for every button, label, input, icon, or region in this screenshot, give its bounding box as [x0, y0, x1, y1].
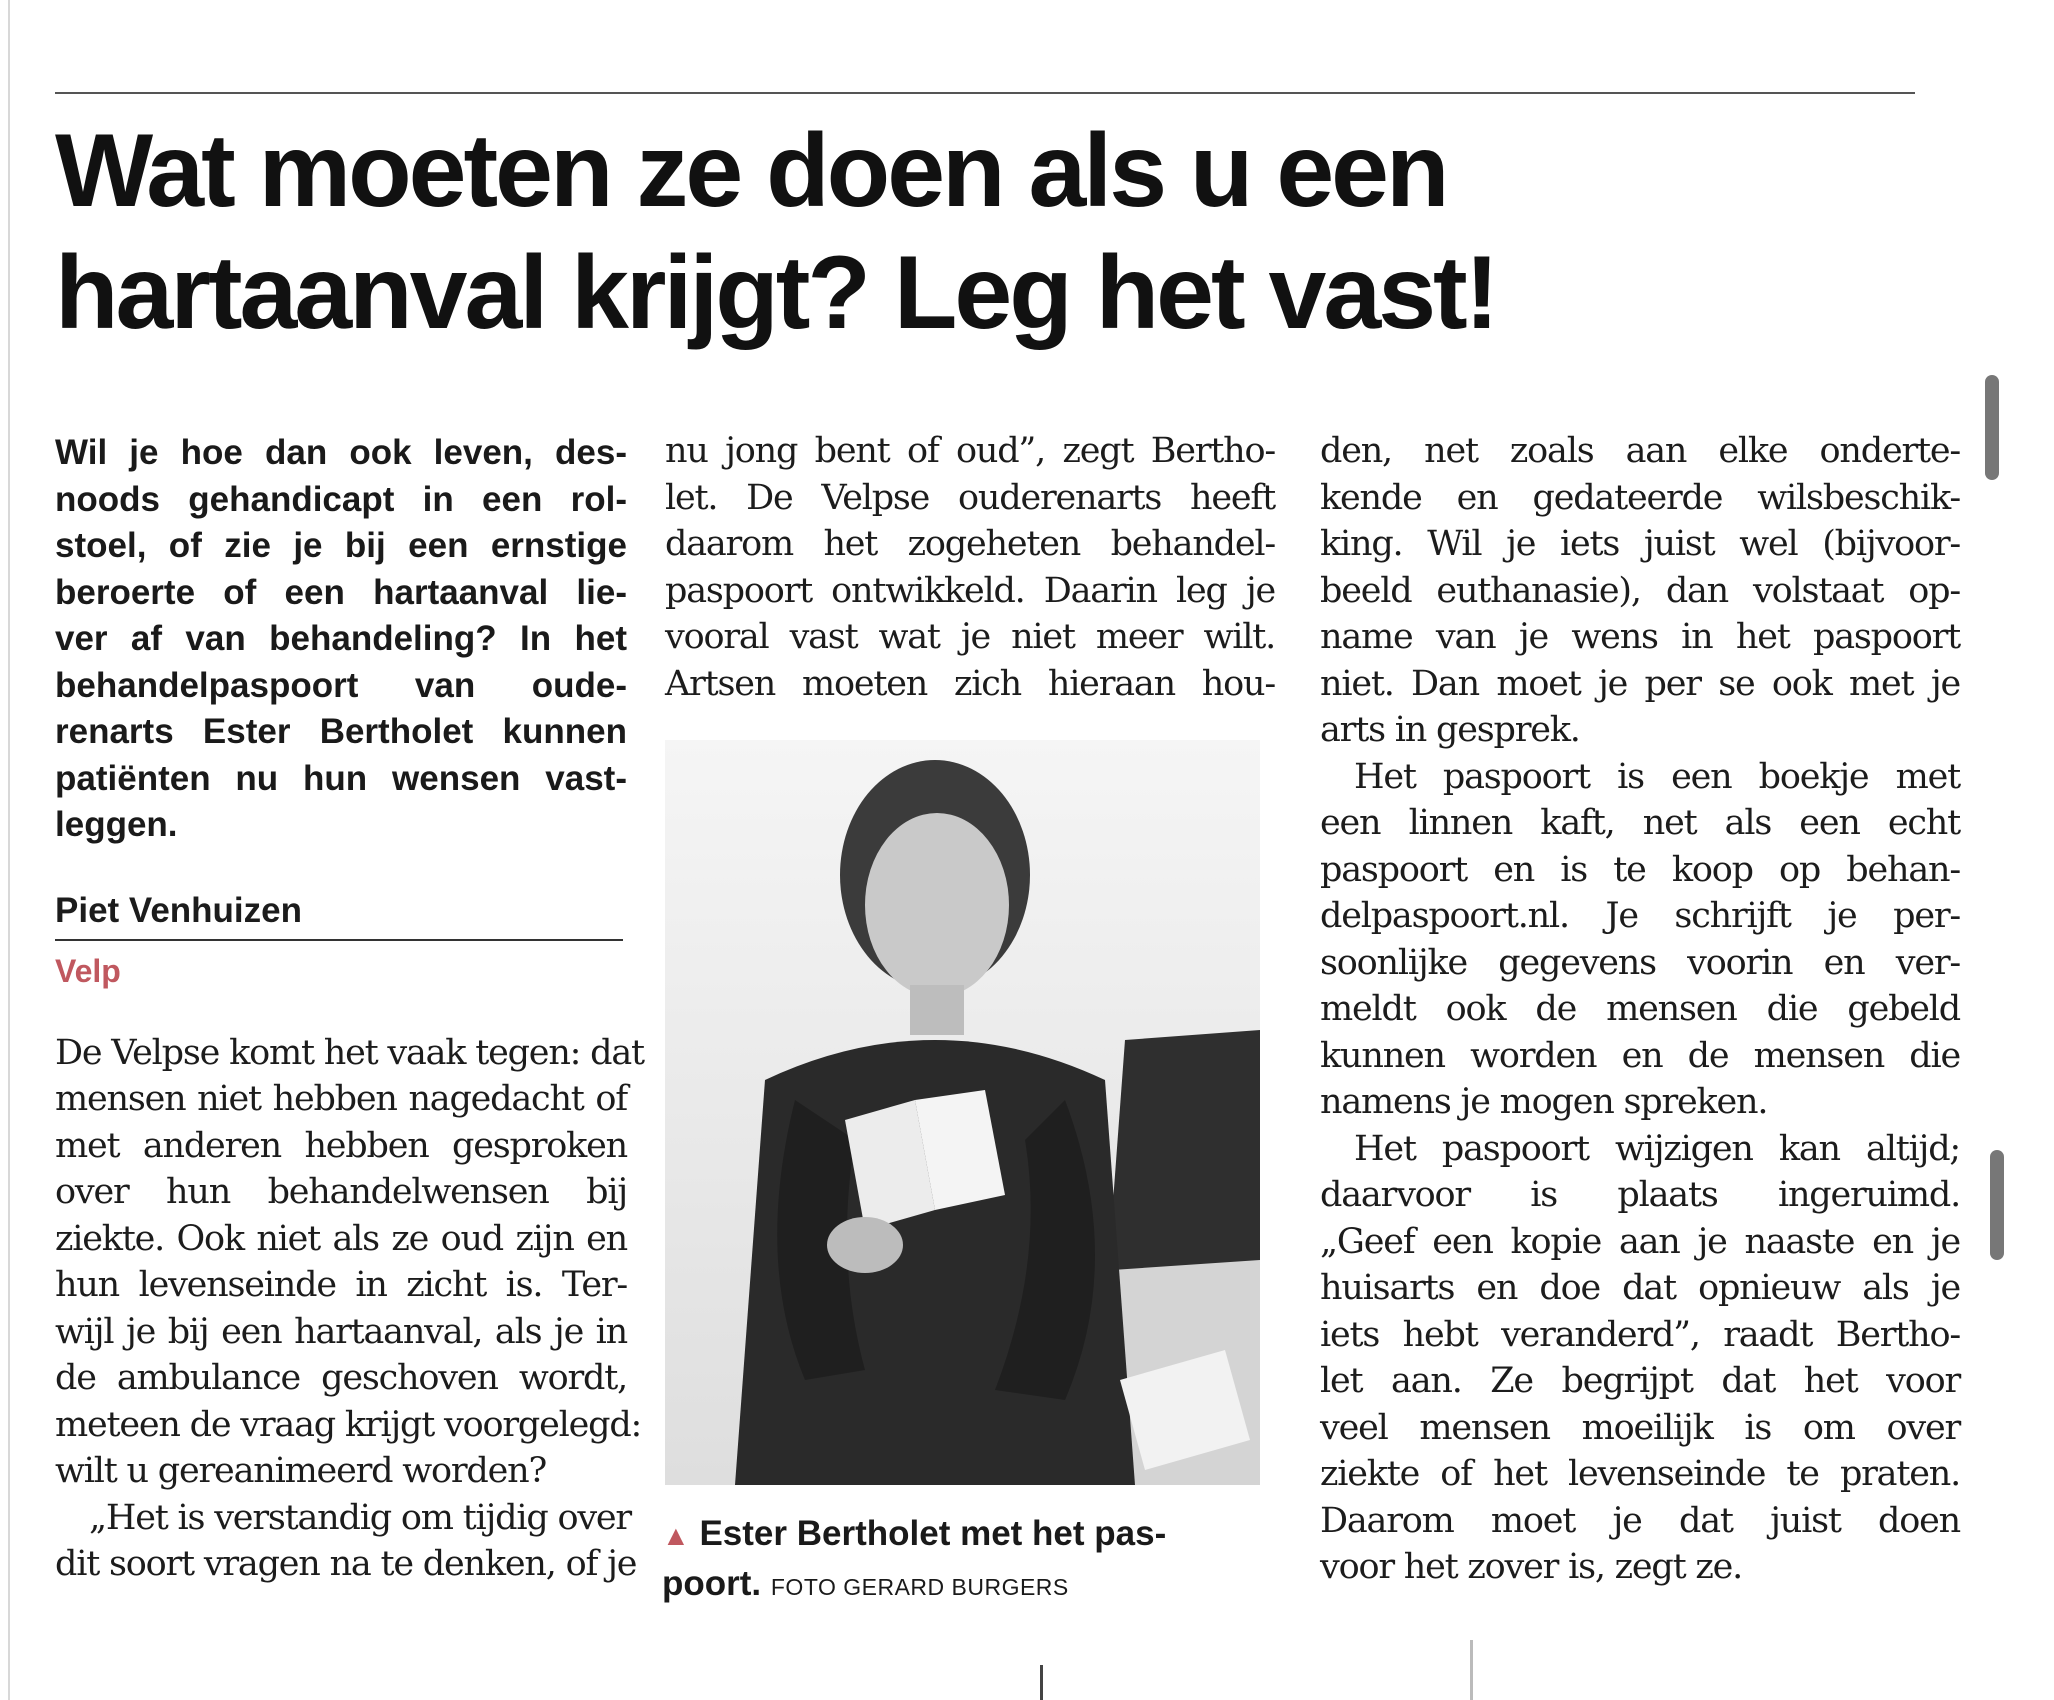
scan-mark	[1990, 1150, 2004, 1260]
body-line: den, net zoals aan elke onderte-	[1320, 431, 1960, 471]
lead-line: leggen.	[55, 805, 178, 844]
body-line: met anderen hebben gesproken	[55, 1125, 627, 1166]
body-line: mensen niet hebben nagedacht of	[55, 1079, 627, 1119]
body-line: kende en gedateerde wilsbeschik-	[1320, 477, 1960, 518]
lead-line: renarts Ester Bertholet kunnen	[55, 712, 627, 751]
body-line: nu jong bent of oud”, zegt Bertho-	[665, 431, 1275, 471]
column-2	[665, 428, 1275, 707]
body-line: ziekte of het levenseinde te praten.	[1320, 1454, 1960, 1494]
portrait-photo-illustration	[665, 740, 1260, 1485]
body-line: meteen de vraag krijgt voorgelegd:	[55, 1404, 642, 1445]
body-line: veel mensen moeilijk is om over	[1320, 1407, 1960, 1448]
body-line: Het paspoort wijzigen kan altijd;	[1354, 1128, 1960, 1169]
body-line: daarom het zogeheten behandel-	[665, 524, 1275, 564]
scan-mark	[1470, 1640, 1473, 1700]
body-line: king. Wil je iets juist wel (bijvoor-	[1320, 524, 1960, 564]
page-edge	[8, 0, 10, 1700]
body-line: niet. Dan moet je per se ook met je	[1320, 663, 1960, 704]
body-line: „Het is verstandig om tijdig over	[89, 1497, 631, 1538]
caption-text-line2: poort.	[662, 1564, 762, 1603]
body-line: huisarts en doe dat opnieuw als je	[1320, 1268, 1960, 1308]
lead-line: behandelpaspoort van oude-	[55, 665, 627, 705]
body-line: ziekte. Ook niet als ze oud zijn en	[55, 1218, 627, 1259]
body-line: „Geef een kopie aan je naaste en je	[1320, 1221, 1960, 1262]
body-line: Artsen moeten zich hieraan hou-	[665, 663, 1275, 704]
photo-caption	[662, 1510, 1272, 1611]
body-line: de ambulance geschoven wordt,	[55, 1358, 627, 1398]
headline-line-1: Wat moeten ze doen als u een	[55, 113, 1447, 229]
hand	[827, 1217, 903, 1273]
body-text	[55, 1030, 644, 1588]
body-line: paspoort ontwikkeld. Daarin leg je	[665, 570, 1275, 611]
article-photo	[665, 740, 1260, 1485]
body-line: vooral vast wat je niet meer wilt.	[665, 617, 1275, 657]
body-line: daarvoor is plaats ingeruimd.	[1320, 1175, 1960, 1215]
body-line: een linnen kaft, net als een echt	[1320, 803, 1960, 843]
body-line: name van je wens in het paspoort	[1320, 617, 1960, 657]
top-rule	[55, 92, 1915, 94]
body-line: iets hebt veranderd”, raadt Bertho-	[1320, 1314, 1960, 1355]
body-line: Daarom moet je dat juist doen	[1320, 1500, 1960, 1541]
column-1	[55, 430, 644, 1588]
body-line: beeld euthanasie), dan volstaat op-	[1320, 570, 1960, 611]
body-line: arts in gesprek.	[1320, 710, 1580, 750]
body-line: namens je mogen spreken.	[1320, 1082, 1768, 1122]
lead-line: patiënten nu hun wensen vast-	[55, 758, 627, 798]
body-line: dit soort vragen na te denken, of je	[55, 1544, 637, 1584]
photo-credit: FOTO GERARD BURGERS	[770, 1574, 1069, 1600]
column-3	[1320, 428, 1960, 1591]
body-line: paspoort en is te koop op behan-	[1320, 849, 1960, 890]
headline-line-2: hartaanval krijgt? Leg het vast!	[55, 235, 1497, 351]
body-line: kunnen worden en de mensen die	[1320, 1035, 1960, 1076]
scan-mark	[1985, 375, 1999, 480]
body-line: Het paspoort is een boekje met	[1354, 756, 1960, 797]
body-line: over hun behandelwensen bij	[55, 1172, 627, 1212]
body-line: De Velpse komt het vaak tegen: dat	[55, 1032, 644, 1073]
lead-paragraph	[55, 430, 627, 849]
body-line: wilt u gereanimeerd worden?	[55, 1451, 547, 1491]
body-line: hun levenseinde in zicht is. Ter-	[55, 1265, 627, 1305]
caption-text-line1: Ester Bertholet met het pas-	[699, 1514, 1167, 1553]
body-line: let aan. Ze begrijpt dat het voor	[1320, 1361, 1960, 1401]
body-text	[665, 428, 1275, 707]
neck	[910, 985, 964, 1035]
body-line: soonlijke gegevens voorin en ver-	[1320, 942, 1960, 983]
byline: Piet Venhuizen	[55, 891, 623, 941]
caption-triangle-icon: ▲	[662, 1520, 690, 1551]
body-line: let. De Velpse ouderenarts heeft	[665, 477, 1275, 518]
body-line: meldt ook de mensen die gebeld	[1320, 989, 1960, 1029]
lead-line: Wil je hoe dan ook leven, des-	[55, 433, 627, 472]
scan-mark	[1040, 1665, 1043, 1700]
lead-line: stoel, of zie je bij een ernstige	[55, 526, 627, 565]
body-line: wijl je bij een hartaanval, als je in	[55, 1311, 627, 1352]
face	[865, 813, 1009, 997]
body-line: delpaspoort.nl. Je schrijft je per-	[1320, 896, 1960, 936]
dateline: Velp	[55, 952, 121, 989]
lead-line: ver af van behandeling? In het	[55, 619, 627, 658]
lead-line: noods gehandicapt in een rol-	[55, 479, 627, 519]
body-line: voor het zover is, zegt ze.	[1320, 1547, 1743, 1587]
headline	[55, 110, 1935, 354]
lead-line: beroerte of een hartaanval lie-	[55, 572, 627, 612]
body-text	[1320, 428, 1960, 1591]
